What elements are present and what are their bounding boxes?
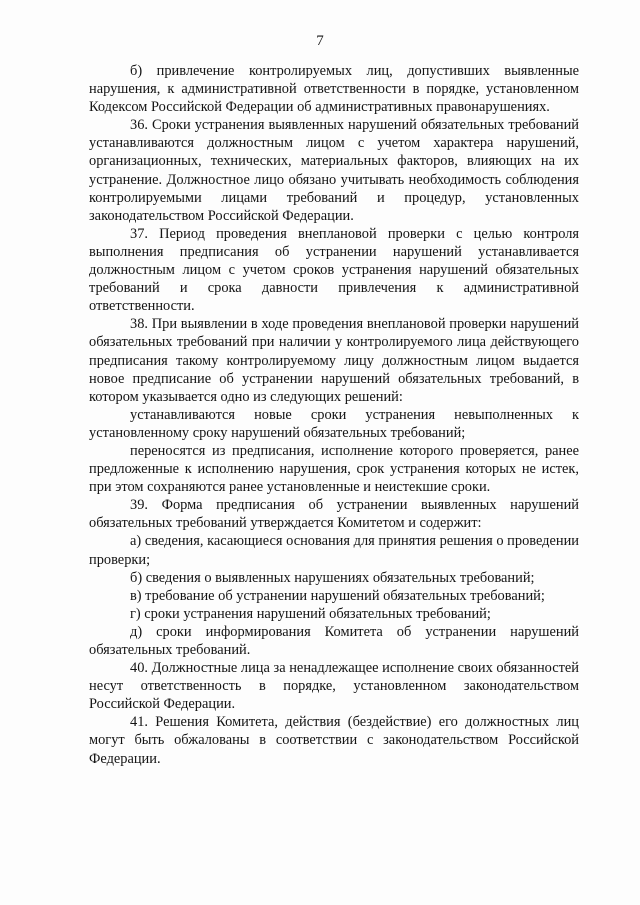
paragraph-38: 38. При выявлении в ходе проведения внеплановой проверки нарушений обязательных требований при наличии у контролируемого лица действующего предписания такому контролируемому лицу должностным лицом выдается новое предписание об устранении нарушений обязательных требований, в котором указывается одно из следующих решений: <box>89 316 579 405</box>
paragraph-39-item-g: г) сроки устранения нарушений обязательных требований; <box>130 605 491 622</box>
paragraph-b-prosecution: б) привлечение контролируемых лиц, допустивших выявленные нарушения, к административной ответственности в порядке, установленном Кодексом Российской Федерации об административных правонарушениях. <box>89 63 579 116</box>
paragraph-39-item-d: д) сроки информирования Комитета об устранении нарушений обязательных требований. <box>89 623 579 658</box>
page-number: 7 <box>316 33 324 49</box>
paragraph-36: 36. Сроки устранения выявленных нарушений обязательных требований устанавливаются должностным лицом с учетом характера нарушений, организационных, технических, материальных факторов, влияющих на их устранение. Должностное лицо обязано учитывать необходимость соблюдения контролируемыми лицами требований и процедур, установленных законодательством Российской Федерации. <box>89 117 579 224</box>
paragraph-39-item-v: в) требование об устранении нарушений обязательных требований; <box>130 587 545 604</box>
paragraph-38-option-1: устанавливаются новые сроки устранения невыполненных к установленному сроку нарушений обязательных требований; <box>89 406 579 441</box>
document-body <box>89 62 579 768</box>
paragraph-38-option-2: переносятся из предписания, исполнение которого проверяется, ранее предложенные к исполнению нарушения, срок устранения которых не истек, при этом сохраняются ранее установленные и неистекшие сроки. <box>89 442 579 496</box>
paragraph-40: 40. Должностные лица за ненадлежащее исполнение своих обязанностей несут ответственность в порядке, установленном законодательством Российской Федерации. <box>89 660 579 713</box>
paragraph-39-item-b: б) сведения о выявленных нарушениях обязательных требований; <box>130 569 535 586</box>
paragraph-39-item-a: а) сведения, касающиеся основания для принятия решения о проведении проверки; <box>89 533 579 568</box>
paragraph-39: 39. Форма предписания об устранении выявленных нарушений обязательных требований утверждается Комитетом и содержит: <box>89 497 579 532</box>
paragraph-37: 37. Период проведения внеплановой проверки с целью контроля выполнения предписания об устранении нарушений устанавливается должностным лицом с учетом сроков устранения нарушений обязательных требований и срока давности привлечения к административной ответственности. <box>89 225 579 315</box>
paragraph-41: 41. Решения Комитета, действия (бездействие) его должностных лиц могут быть обжалованы в соответствии с законодательством Российской Федерации. <box>89 714 579 767</box>
